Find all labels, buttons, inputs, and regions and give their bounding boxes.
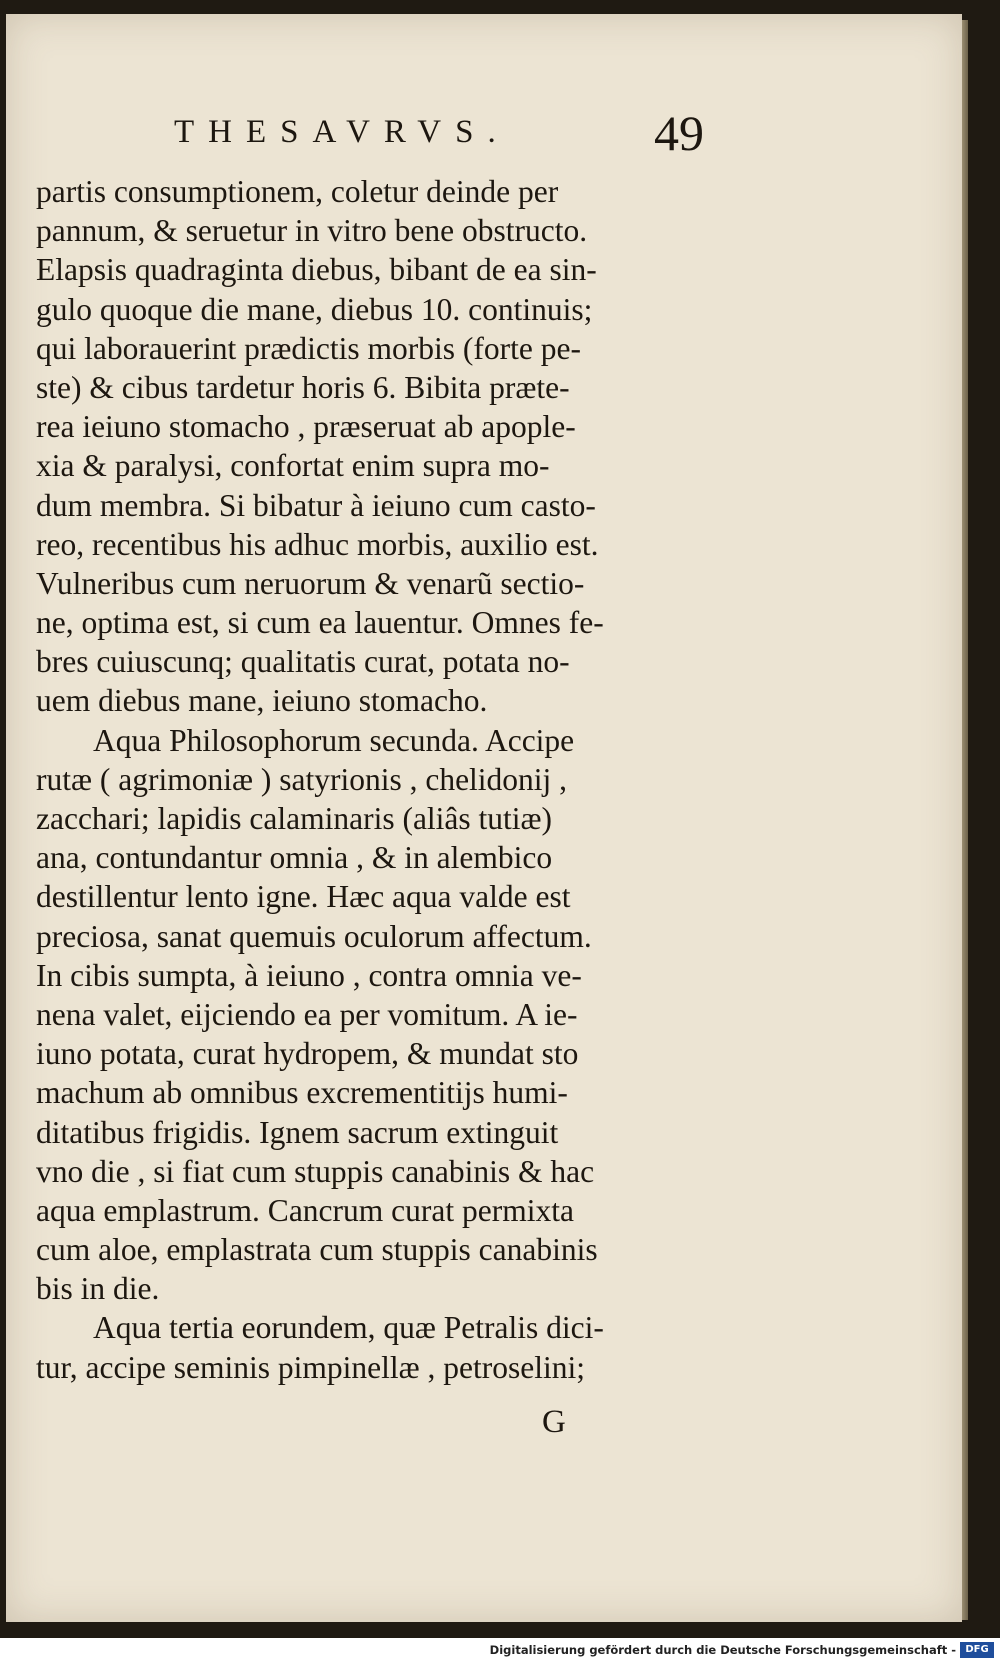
text-line: Elapsis quadraginta diebus, bibant de ea sin- [36, 252, 597, 288]
text-line: bres cuiuscunq; qualitatis curat, potata no- [36, 644, 570, 680]
text-line: destillentur lento igne. Hæc aqua valde est [36, 879, 571, 915]
text-line: cum aloe, emplastrata cum stuppis canabinis [36, 1232, 598, 1268]
text-line: vno die , si fiat cum stuppis canabinis & hac [36, 1153, 595, 1189]
text-line: preciosa, sanat quemuis oculorum affectum. [36, 918, 592, 954]
text-line: zacchari; lapidis calaminaris (aliâs tutiæ) [36, 801, 553, 836]
text-line: rutæ ( agrimoniæ ) satyrionis , chelidonij , [36, 761, 568, 797]
text-line: uem diebus mane, ieiuno stomacho. [36, 683, 488, 719]
text-line: machum ab omnibus excrementitijs humi- [36, 1075, 568, 1111]
paragraph-1 [36, 172, 696, 721]
text-line: pannum, & seruetur in vitro bene obstructo. [36, 213, 588, 249]
text-line: iuno potata, curat hydropem, & mundat sto [36, 1036, 579, 1072]
page-number: 49 [654, 105, 704, 161]
footer-credit: Digitalisierung gefördert durch die Deutsche Forschungsgemeinschaft - [489, 1643, 956, 1657]
text-line: partis consumptionem, coletur deinde per [36, 174, 559, 209]
text-line: xia & paralysi, confortat enim supra mo- [36, 448, 550, 484]
body-text [36, 172, 696, 1387]
text-line: In cibis sumpta, à ieiuno , contra omnia ve- [36, 957, 582, 993]
digitization-footer [0, 1638, 1000, 1663]
text-line: Vulneribus cum neruorum & venarũ sectio- [36, 565, 585, 601]
text-line: gulo quoque die mane, diebus 10. continuis; [36, 291, 593, 327]
text-line: reo, recentibus his adhuc morbis, auxilio est. [36, 526, 599, 562]
catchword: G [542, 1404, 566, 1440]
text-line: ditatibus frigidis. Ignem sacrum extinguit [36, 1114, 559, 1150]
text-line: Aqua tertia eorundem, quæ Petralis dici- [93, 1310, 604, 1346]
book-page [6, 14, 962, 1622]
running-title: THESAVRVS. [174, 114, 510, 150]
text-line: nena valet, eijciendo ea per vomitum. A ie- [36, 996, 578, 1032]
text-line: qui laborauerint prædictis morbis (forte pe- [36, 330, 581, 366]
text-line: ana, contundantur omnia , & in alembico [36, 840, 553, 876]
text-line: bis in die. [36, 1271, 160, 1307]
text-line: Aqua Philosophorum secunda. Accipe [93, 722, 575, 758]
paragraph-3 [36, 1308, 696, 1386]
text-line: aqua emplastrum. Cancrum curat permixta [36, 1192, 574, 1228]
text-line: tur, accipe seminis pimpinellæ , petroselini; [36, 1349, 586, 1385]
text-line: ste) & cibus tardetur horis 6. Bibita præte- [36, 369, 570, 405]
text-line: dum membra. Si bibatur à ieiuno cum casto- [36, 487, 596, 523]
dfg-logo-icon: DFG [960, 1642, 994, 1658]
text-line: ne, optima est, si cum ea lauentur. Omnes fe- [36, 605, 604, 641]
paragraph-2 [36, 721, 696, 1309]
text-line: rea ieiuno stomacho , præseruat ab apople- [36, 409, 576, 445]
